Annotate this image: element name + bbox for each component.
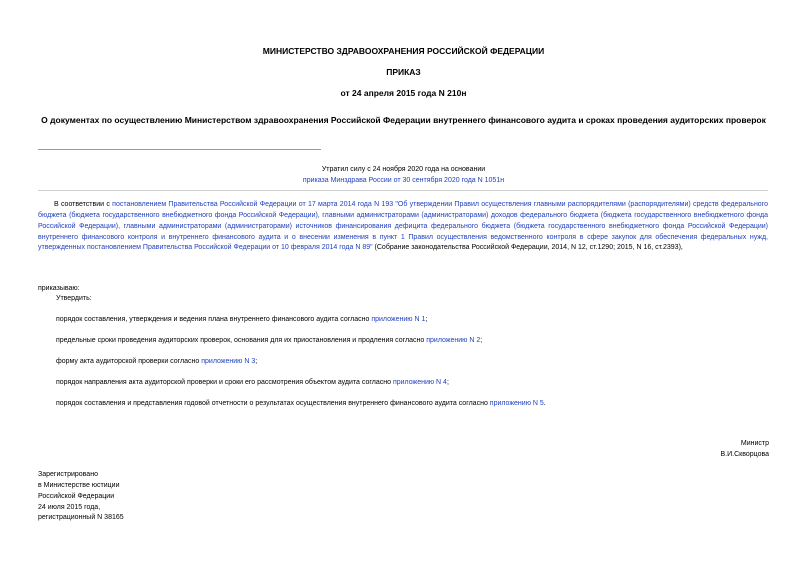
- appendix-5-link[interactable]: приложению N 5: [489, 400, 544, 407]
- list-item: порядок направления акта аудиторской проверки и сроки его рассмотрения объектом аудита согласно приложению N 4;: [56, 379, 449, 386]
- list-item: порядок составления, утверждения и ведения плана внутреннего финансового аудита согласно приложению N 1;: [56, 316, 428, 323]
- appendix-4-link[interactable]: приложению N 4: [392, 379, 447, 386]
- document-title: О документах по осуществлению Министерством здравоохранения Российской Федерации внутреннего финансового аудита и сроках проведения аудиторских проверок: [41, 115, 766, 125]
- registration-line: Зарегистрировано: [38, 471, 98, 478]
- divider-short: [38, 149, 321, 150]
- registration-line: регистрационный N 38165: [38, 514, 124, 522]
- appendix-3-link[interactable]: приложению N 3: [201, 358, 256, 365]
- appendix-2-link[interactable]: приложению N 2: [426, 337, 481, 344]
- lost-force-text: Утратил силу с 24 ноября 2020 года на основании: [321, 166, 486, 173]
- list-item: порядок составления и представления годовой отчетности о результатах осуществления внутреннего финансового аудита согласно приложению N 5.: [56, 400, 546, 407]
- divider-long: [38, 190, 768, 191]
- signature-name: В.И.Скворцова: [720, 450, 769, 458]
- lost-force-notice: [0, 165, 807, 186]
- lost-force-link[interactable]: приказа Минздрава России от 30 сентября 2020 года N 1051н: [302, 176, 505, 184]
- list-item: предельные сроки проведения аудиторских проверок, основания для их приостановления и продления согласно приложению N 2;: [56, 337, 483, 344]
- document-date-number: от 24 апреля 2015 года N 210н: [340, 88, 467, 98]
- document-type: ПРИКАЗ: [386, 67, 421, 77]
- registration-block: [38, 470, 124, 524]
- appendix-1-link[interactable]: приложению N 1: [371, 316, 426, 323]
- preamble-resolution-link[interactable]: постановлением Правительства Российской Федерации от 17 марта 2014 года N 193 "Об утверждении Правил осуществления главными распорядителями (распорядителями) средств федерального бюджета (бюджета государственного внебюджетного фонда Российской Федерации), главными администраторами (администраторами) доходов федерального бюджета (бюджета государственного внебюджетного фонда Российской Федерации), главными администраторами (администраторами) источников финансирования дефицита федерального бюджета (бюджета государственного внебюджетного фонда Российской Федерации) внутреннего финансового контроля и внутреннего финансового аудита и о внесении изменения в пункт 1 Правил осуществления ведомственного контроля в сфере закупок для обеспечения федеральных нужд, утвержденных постановлением Правительства Российской Федерации от 10 февраля 2014 года N 89": [38, 201, 768, 252]
- registration-line: Российской Федерации: [38, 492, 115, 500]
- ministry-heading: МИНИСТЕРСТВО ЗДРАВООХРАНЕНИЯ РОССИЙСКОЙ ФЕДЕРАЦИИ: [262, 46, 545, 56]
- approve-word: Утвердить:: [56, 295, 92, 302]
- registration-line: 24 июля 2015 года,: [38, 503, 101, 511]
- preamble-suffix: (Собрание законодательства Российской Федерации, 2014, N 12, ст.1290; 2015, N 16, ст.2393),: [372, 244, 683, 252]
- preamble-prefix: В соответствии с: [54, 201, 113, 208]
- preamble-paragraph: [38, 200, 768, 254]
- signature-block: [721, 439, 770, 461]
- signature-position: Министр: [740, 440, 769, 447]
- list-item: форму акта аудиторской проверки согласно приложению N 3;: [56, 358, 258, 365]
- registration-line: в Министерстве юстиции: [38, 481, 120, 489]
- orders-word: приказываю:: [38, 285, 80, 292]
